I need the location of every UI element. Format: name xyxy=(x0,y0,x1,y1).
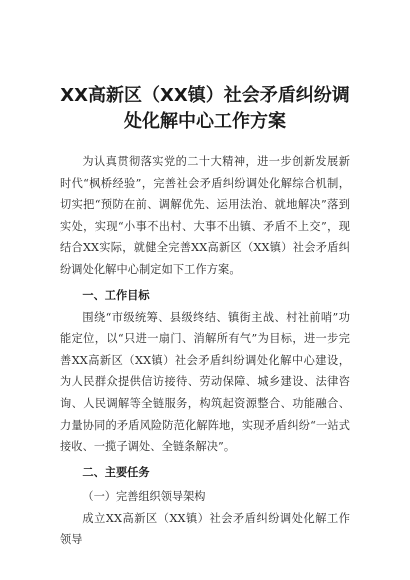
document-title-line-2: 处化解中心工作方案 xyxy=(124,111,286,132)
organization-paragraph: 成立XX高新区（XX镇）社会矛盾纠纷调处化解工作领导 xyxy=(60,511,350,547)
intro-paragraph: 为认真贯彻落实党的二十大精神，进一步创新发展新时代“枫桥经验”，完善社会矛盾纠纷调处化解综合机制，切实把“预防在前、调解优先、运用法治、就地解决”落到实处，实现“小事不出村、大事不出镇、矛盾不上交”，现结合XX实际，就健全完善XX高新区（XX镇）社会矛盾纠纷调处化解中心制定如下工作方案。 xyxy=(60,155,350,276)
document-title-line-1: XX高新区（XX镇）社会矛盾纠纷调 xyxy=(60,85,350,106)
goals-paragraph: 围绕“市级统筹、县级终结、镇街主战、村社前哨”功能定位，以“只进一扇门、消解所有气”为目标，进一步完善XX高新区（XX镇）社会矛盾纠纷调处化解中心建设，为人民群众提供信访接待、劳动保障、城乡建设、法律咨询、人民调解等全链服务，构筑起资源整合、功能融合、力量协同的矛盾风险防范化解阵地，实现矛盾纠纷“一站式接收、一揽子调处、全链条解决”。 xyxy=(60,310,350,454)
section-heading-goals: 一、工作目标 xyxy=(82,288,150,302)
section-heading-tasks: 二、主要任务 xyxy=(82,465,150,479)
document-body xyxy=(60,141,350,551)
subsection-heading-organization: （一）完善组织领导架构 xyxy=(82,489,206,503)
